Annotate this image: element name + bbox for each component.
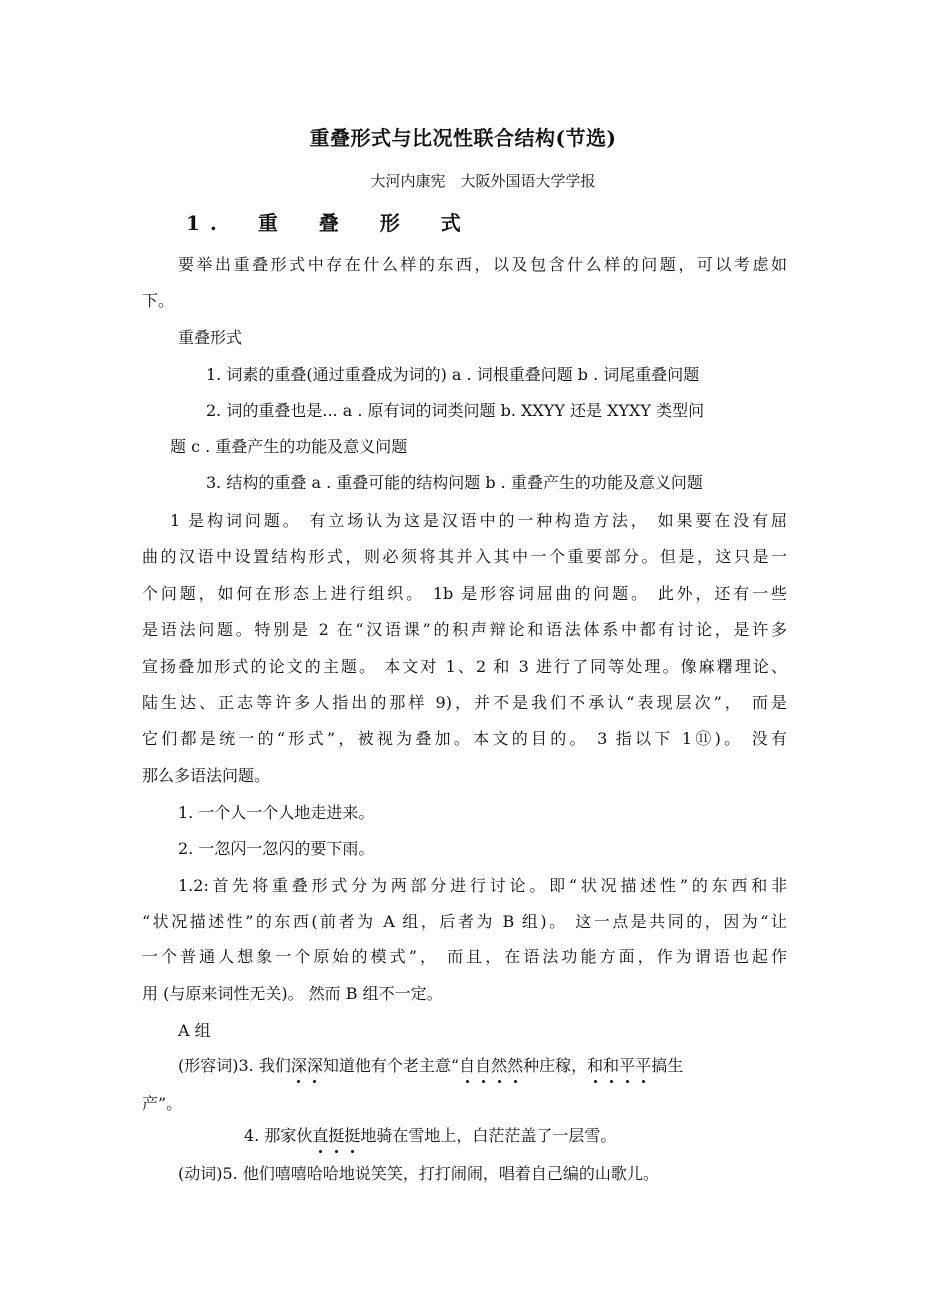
example-sentence-5: (动词)5. 他们嘻嘻哈哈地说笑笑，打打闹闹，唱着自己编的山歌儿。 (178, 1164, 659, 1183)
paragraph-line: 陆生达、正志等许多人指出的那样 9)，并不是我们不承认“表现层次”， 而是 (142, 693, 787, 712)
paragraph-line: 宣扬叠加形式的论文的主题。 本文对 1、2 和 3 进行了同等处理。像麻糬理论、 (142, 657, 787, 676)
emphasis-dot-char: 深 (290, 1056, 307, 1075)
paragraph-line: 它们都是统一的“形式”，被视为叠加。本文的目的。 3 指以下 1⑪)。 没有 (142, 729, 787, 748)
outline-item: 1. 词素的重叠(通过重叠成为词的) a . 词根重叠问题 b . 词尾重叠问题 (206, 365, 700, 384)
emphasis-dot-char: 和 (603, 1056, 620, 1075)
paragraph-line: 用 (与原来词性无关)。 然而 B 组不一定。 (142, 984, 443, 1003)
outline-item: 3. 结构的重叠 a . 重叠可能的结构问题 b . 重叠产生的功能及意义问题 (206, 473, 703, 492)
paragraph-line: 一个普通人想象一个原始的模式”， 而且，在语法功能方面，作为谓语也起作 (142, 947, 787, 966)
paragraph-line: 1.2:首先将重叠形式分为两部分进行讨论。即“状况描述性”的东西和非 (178, 876, 787, 895)
author-line: 大河内康宪 大阪外国语大学学报 (370, 172, 596, 190)
emphasis-dot-char: 和 (587, 1056, 604, 1075)
emphasis-dot-char: 深 (306, 1056, 323, 1075)
outline-item: 2. 词的重叠也是... a . 原有词的词类问题 b. XXYY 还是 XYXY 类型问 (206, 401, 705, 420)
outline-item-continued: 题 c . 重叠产生的功能及意义问题 (170, 437, 408, 456)
group-label: A 组 (178, 1021, 211, 1040)
example-sentence-continued: 产”。 (142, 1094, 183, 1113)
emphasis-dot-char: 然 (491, 1056, 508, 1075)
emphasis-dotted-text (291, 1056, 323, 1075)
example-sentence-4: 4. 那家伙直挺挺地骑在雪地上，白茫茫盖了一层雪。 (244, 1126, 617, 1145)
paragraph-line: 曲的汉语中设置结构形式，则必须将其并入其中一个重要部分。但是，这只是一 (142, 547, 787, 566)
section-heading: 1. 重 叠 形 式 (186, 211, 471, 235)
emphasis-dot-char: 自 (475, 1056, 492, 1075)
emphasis-dot-char: 平 (635, 1056, 652, 1075)
paragraph-line: 那么多语法问题。 (142, 766, 271, 785)
example-sentence-3: (形容词)3. 我们深深知道他有个老主意“自自然然种庄稼，和和平平搞生 (178, 1056, 684, 1075)
paragraph-line: 1 是构词问题。 有立场认为这是汉语中的一种构造方法， 如果要在没有屈 (170, 511, 787, 530)
document-title: 重叠形式与比况性联合结构(节选) (309, 126, 617, 150)
emphasis-dot-char: 自 (459, 1056, 476, 1075)
emphasis-dot-char: 然 (507, 1056, 524, 1075)
emphasis-dotted-text (312, 1126, 360, 1145)
emphasis-dot-char: 挺 (328, 1126, 345, 1145)
example-sentence: 2. 一忽闪一忽闪的要下雨。 (178, 839, 375, 858)
emphasis-dot-char: 平 (619, 1056, 636, 1075)
paragraph-line: “状况描述性”的东西(前者为 A 组，后者为 B 组)。 这一点是共同的，因为“让 (142, 912, 787, 931)
outline-heading: 重叠形式 (178, 328, 243, 347)
emphasis-dot-char: 直 (312, 1126, 329, 1145)
paragraph-line: 下。 (142, 291, 175, 310)
paragraph-line: 要举出重叠形式中存在什么样的东西，以及包含什么样的问题，可以考虑如 (178, 255, 787, 274)
emphasis-dot-char: 挺 (344, 1126, 361, 1145)
example-sentence: 1. 一个人一个人地走进来。 (178, 803, 375, 822)
emphasis-dotted-text (459, 1056, 523, 1075)
paragraph-line: 是语法问题。特别是 2 在“汉语课”的积声辩论和语法体系中都有讨论，是许多 (142, 620, 787, 639)
emphasis-dotted-text (587, 1056, 651, 1075)
paragraph-line: 个问题，如何在形态上进行组织。 1b 是形容词屈曲的问题。 此外，还有一些 (142, 584, 787, 603)
